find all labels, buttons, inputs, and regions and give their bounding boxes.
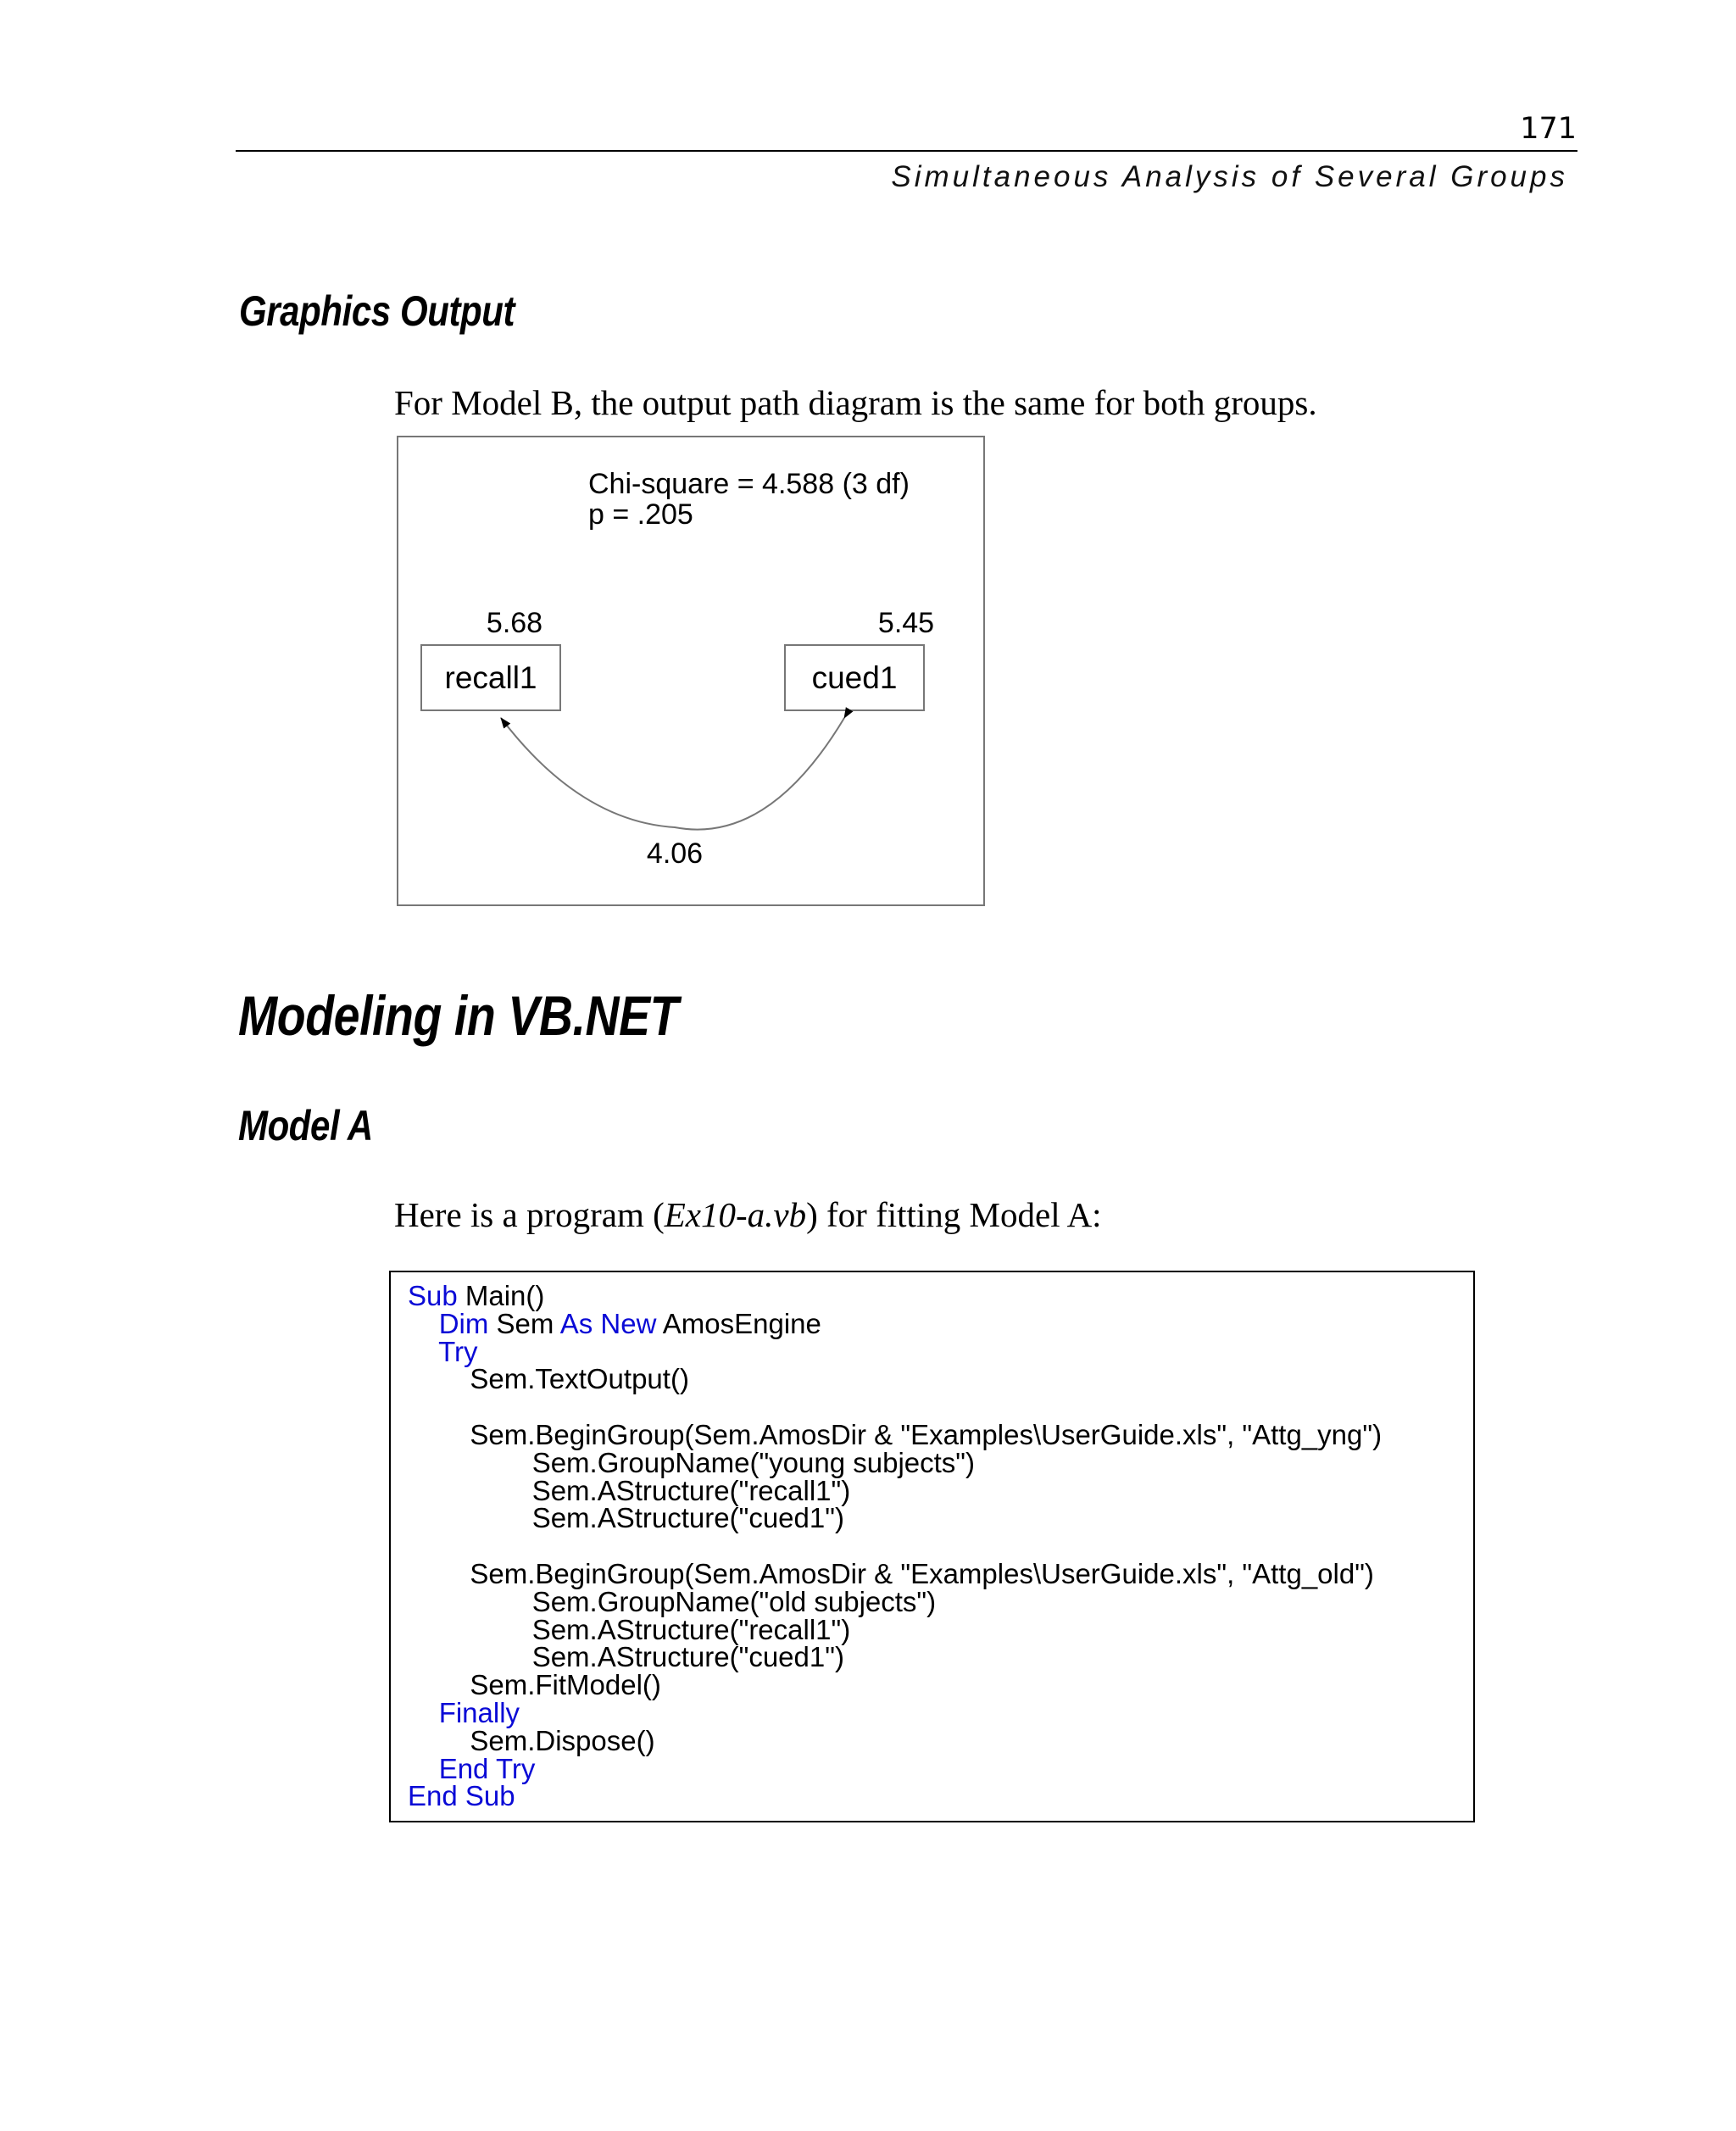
code-listing-box <box>389 1271 1475 1822</box>
code-text: Sem.BeginGroup(Sem.AmosDir & "Examples\UserGuide.xls", "Attg_yng") <box>408 1418 1383 1450</box>
cued1-variance: 5.45 <box>877 607 935 639</box>
p-value-text: p = .205 <box>588 498 693 531</box>
code-line <box>408 1502 1382 1534</box>
code-text: Sem.AStructure("cued1") <box>408 1641 844 1673</box>
code-line <box>408 1474 1382 1506</box>
code-keyword: Sub <box>408 1280 458 1311</box>
code-keyword: As New <box>559 1307 657 1339</box>
section-heading-modeling-vbnet: Modeling in VB.NET <box>238 984 679 1047</box>
model-a-intro <box>394 1193 1102 1236</box>
section-heading-model-a: Model A <box>238 1102 373 1149</box>
code-text: Sem.BeginGroup(Sem.AmosDir & "Examples\UserGuide.xls", "Attg_old") <box>408 1557 1374 1589</box>
code-text: Sem.GroupName("young subjects") <box>408 1446 976 1478</box>
code-text <box>408 1753 439 1784</box>
code-text: Sem.AStructure("cued1") <box>408 1502 844 1534</box>
code-line <box>408 1533 1382 1561</box>
running-header: Simultaneous Analysis of Several Groups <box>891 160 1568 193</box>
section-heading-graphics-output: Graphics Output <box>239 287 515 335</box>
code-keyword: Dim <box>438 1307 489 1339</box>
code-text: Sem <box>488 1307 560 1339</box>
code-line <box>408 1585 1382 1617</box>
code-text: Sem.AStructure("recall1") <box>408 1474 851 1506</box>
model-a-intro-after: ) for fitting Model A: <box>806 1195 1102 1234</box>
code-text: AmosEngine <box>656 1307 821 1339</box>
code-text: Sem.TextOutput() <box>408 1363 689 1395</box>
code-line <box>408 1669 1382 1701</box>
path-diagram <box>397 436 985 906</box>
code-text: Sem.FitModel() <box>408 1669 661 1701</box>
code-line <box>408 1724 1382 1756</box>
code-line <box>408 1363 1382 1395</box>
code-text <box>408 1308 439 1339</box>
code-line <box>408 1394 1382 1422</box>
code-line <box>408 1282 1382 1310</box>
code-listing <box>408 1282 1382 1811</box>
code-line <box>408 1418 1383 1450</box>
code-keyword: Try <box>438 1335 478 1367</box>
graphics-output-intro: For Model B, the output path diagram is the same for both groups. <box>394 383 1317 422</box>
code-text <box>408 1336 438 1367</box>
chi-square-text: Chi-square = 4.588 (3 df) <box>588 468 910 500</box>
cued1-label: cued1 <box>811 660 898 695</box>
recall1-variance: 5.68 <box>486 607 543 639</box>
code-line <box>408 1446 1382 1478</box>
program-filename: Ex10-a.vb <box>664 1195 807 1234</box>
code-text: Sem.GroupName("old subjects") <box>408 1585 937 1617</box>
recall1-label: recall1 <box>444 660 537 695</box>
covariance-value: 4.06 <box>646 837 704 870</box>
model-a-intro-before: Here is a program ( <box>394 1195 665 1234</box>
code-text: Main() <box>457 1280 545 1311</box>
code-text: Sem.Dispose() <box>408 1724 655 1756</box>
code-text <box>408 1697 439 1728</box>
code-line <box>408 1557 1382 1589</box>
code-line <box>408 1752 1382 1784</box>
code-line <box>408 1613 1382 1645</box>
code-text: Sem.AStructure("recall1") <box>408 1613 851 1645</box>
page-number: 171 <box>1520 112 1577 146</box>
code-line <box>408 1641 1382 1673</box>
code-line <box>408 1335 1382 1367</box>
header-rule <box>236 150 1577 152</box>
code-line <box>408 1780 1382 1812</box>
code-keyword: End Sub <box>408 1780 515 1812</box>
code-line <box>408 1696 1382 1728</box>
code-line <box>408 1307 1382 1339</box>
code-keyword: End Try <box>438 1752 536 1784</box>
code-keyword: Finally <box>438 1696 520 1728</box>
